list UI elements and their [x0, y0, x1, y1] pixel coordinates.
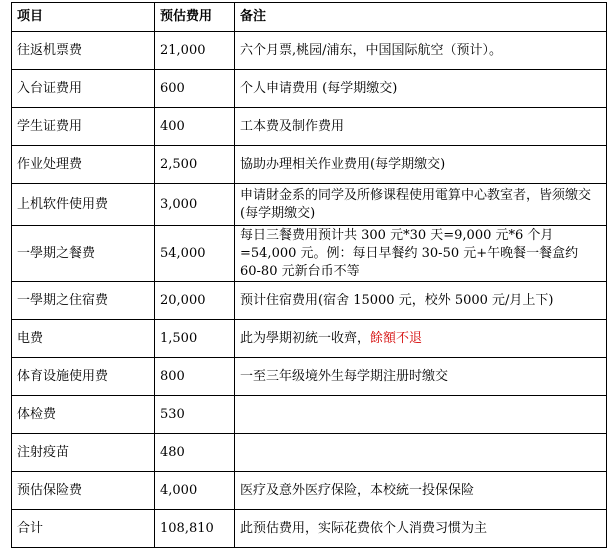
note-cell: 申请財金系的同学及所修课程使用電算中心教室者，皆须缴交(每学期缴交) — [235, 184, 607, 226]
table-row — [12, 320, 607, 358]
table-row — [12, 32, 607, 70]
cost-cell: 1,500 — [155, 320, 235, 358]
item-cell: 一學期之住宿费 — [12, 282, 155, 320]
note-cell: 每日三餐费用预计共 300 元*30 天=9,000 元*6 个月=54,000 元。例：每日早餐约 30-50 元+午晚餐一餐盒约 60-80 元新台币不等 — [235, 226, 607, 282]
note-cell: 此预估费用，实际花费依个人消费习惯为主 — [235, 510, 607, 548]
header-note: 备注 — [235, 3, 607, 32]
table-row — [12, 396, 607, 434]
cost-cell: 20,000 — [155, 282, 235, 320]
note-cell: 医疗及意外医疗保险，本校統一投保保险 — [235, 472, 607, 510]
table-row — [12, 358, 607, 396]
total-row — [12, 510, 607, 548]
header-item: 项目 — [12, 3, 155, 32]
note-cell: 六个月票,桃园/浦东，中国国际航空（预计）。 — [235, 32, 607, 70]
item-cell: 一學期之餐费 — [12, 226, 155, 282]
fee-table — [11, 2, 607, 548]
item-cell: 学生证费用 — [12, 108, 155, 146]
note-cell: 工本费及制作费用 — [235, 108, 607, 146]
note-cell: 一至三年级境外生每学期注册时缴交 — [235, 358, 607, 396]
cost-cell: 480 — [155, 434, 235, 472]
cost-cell: 4,000 — [155, 472, 235, 510]
no-refund-note: 餘額不退 — [370, 330, 423, 346]
note-cell: 预计住宿费用(宿舍 15000 元，校外 5000 元/月上下) — [235, 282, 607, 320]
cost-cell: 600 — [155, 70, 235, 108]
table-row — [12, 434, 607, 472]
item-cell: 作业处理费 — [12, 146, 155, 184]
item-cell: 体育设施使用费 — [12, 358, 155, 396]
item-cell: 上机软件使用费 — [12, 184, 155, 226]
item-cell: 往返机票费 — [12, 32, 155, 70]
table-row — [12, 108, 607, 146]
cost-cell: 3,000 — [155, 184, 235, 226]
item-cell: 合计 — [12, 510, 155, 548]
table-row — [12, 70, 607, 108]
table-row — [12, 226, 607, 282]
header-row — [12, 3, 607, 32]
table-row — [12, 282, 607, 320]
header-cost: 预估费用 — [155, 3, 235, 32]
table-row — [12, 184, 607, 226]
note-text: 此为學期初統一收齊， — [240, 330, 371, 346]
cost-cell: 2,500 — [155, 146, 235, 184]
item-cell: 预估保险费 — [12, 472, 155, 510]
item-cell: 体检费 — [12, 396, 155, 434]
note-cell — [235, 434, 607, 472]
item-cell: 电费 — [12, 320, 155, 358]
cost-cell: 400 — [155, 108, 235, 146]
note-cell: 協助办理相关作业费用(每学期缴交) — [235, 146, 607, 184]
item-cell: 注射疫苗 — [12, 434, 155, 472]
table-row — [12, 146, 607, 184]
cost-cell: 108,810 — [155, 510, 235, 548]
note-cell: 个人申请费用 (每学期缴交) — [235, 70, 607, 108]
cost-cell: 54,000 — [155, 226, 235, 282]
table-row — [12, 472, 607, 510]
cost-cell: 530 — [155, 396, 235, 434]
item-cell: 入台证费用 — [12, 70, 155, 108]
cost-cell: 21,000 — [155, 32, 235, 70]
cost-cell: 800 — [155, 358, 235, 396]
note-cell — [235, 320, 607, 358]
note-cell — [235, 396, 607, 434]
